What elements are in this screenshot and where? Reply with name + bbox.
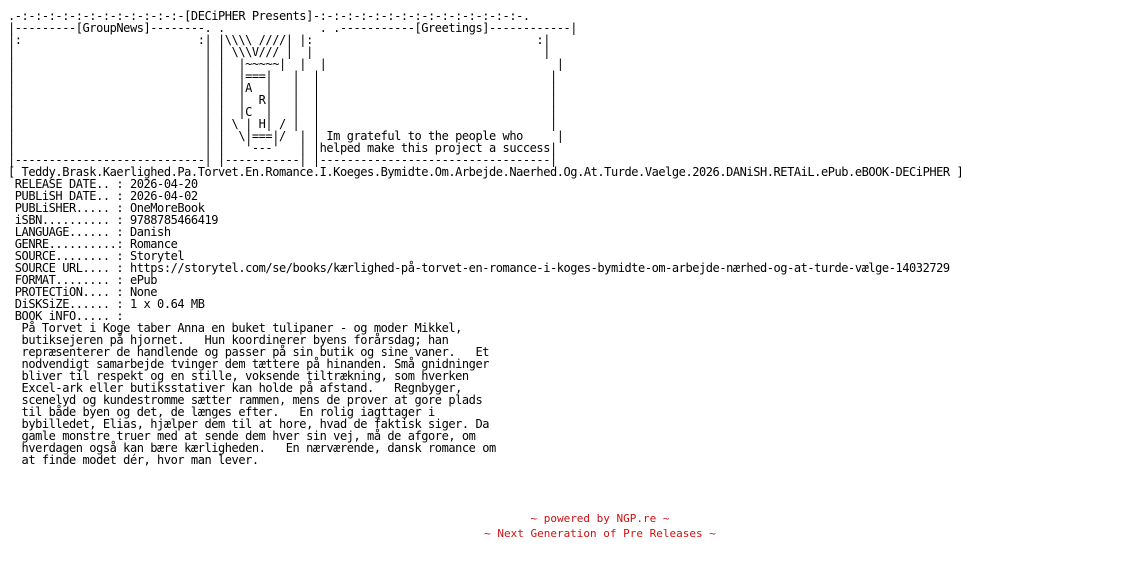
detail-source: SOURCE........ : Storytel	[8, 249, 185, 263]
detail-release-date: RELEASE DATE.. : 2026-04-20	[8, 177, 198, 191]
book-info-line: bliver til respekt og en stille, voksende tiltrækning, som hverken	[8, 369, 469, 383]
book-info-line: På Torvet i Koge taber Anna en buket tulipaner - og moder Mikkel,	[8, 321, 462, 335]
book-info-line: til både byen og det, de længes efter. En rolig iagttager i	[8, 405, 435, 419]
header-line: | | | |===| | | |	[8, 69, 557, 83]
book-info-line: Excel-ark eller butiksstativer kan holde på afstand. Regnbyger,	[8, 381, 462, 395]
header-line: |---------[GroupNews]--------. . . .-----------[Greetings]------------|	[8, 21, 578, 35]
detail-source-url: SOURCE URL.... : https://storytel.com/se/books/kærlighed-på-torvet-en-romance-i-koges-bymidte-om-arbejde-nærhed-og-at-turde-vælge-14032729	[8, 261, 950, 275]
header-line: | | | \\\V/// | | |	[8, 45, 550, 59]
book-info-line: scenelyd og kundestromme sætter rammen, mens de prover at gore plads	[8, 393, 483, 407]
book-info-line: hverdagen også kan bære kærligheden. En nærværende, dansk romance om	[8, 441, 496, 455]
header-line: | | | |A | | | |	[8, 81, 557, 95]
header-line: |: :| |\\\\ ////| |: :|	[8, 33, 550, 47]
detail-isbn: iSBN.......... : 9788785466419	[8, 213, 219, 227]
book-info-line: bybilledet, Elias, hjælper dem til at hore, hvad de faktisk siger. Da	[8, 417, 489, 431]
book-info-line: at finde modet dér, hvor man lever.	[8, 453, 259, 467]
book-info-line: gamle monstre truer med at sende dem hver sin vej, må de afgore, om	[8, 429, 476, 443]
header-line: |----------------------------| |-----------| |----------------------------------|	[8, 153, 557, 167]
book-info-line: nodvendigt samarbejde tvinger dem tættere på hinanden. Små gnidninger	[8, 357, 489, 371]
detail-disksize: DiSKSiZE...... : 1 x 0.64 MB	[8, 297, 205, 311]
header-line: | | | \|===|/ | | Im grateful to the people who |	[8, 129, 564, 143]
detail-book-info-label: BOOK iNFO..... :	[8, 309, 124, 323]
powered-by-text: ~ powered by NGP.re ~	[530, 512, 670, 525]
release-name: [ Teddy.Brask.Kaerlighed.Pa.Torvet.En.Romance.I.Koeges.Bymidte.Om.Arbejde.Naerhed.Og.At.Turde.Vaelge.2026.DANiSH.RETAiL.ePub.eBOOK-DECiPHER ]	[8, 165, 964, 179]
tagline-text: ~ Next Generation of Pre Releases ~	[484, 527, 716, 540]
detail-publish-date: PUBLiSH DATE.. : 2026-04-02	[8, 189, 198, 203]
header-line: | | | |C | | | |	[8, 105, 557, 119]
book-info-line: butiksejeren på hjornet. Hun koordinerer byens forårsdag; han	[8, 333, 449, 347]
footer	[0, 511, 1144, 541]
header-line: | | | | R| | | |	[8, 93, 557, 107]
header-line: | | | |~~~~~| | | |	[8, 57, 564, 71]
detail-protection: PROTECTiON.... : None	[8, 285, 158, 299]
header-line: .-:-:-:-:-:-:-:-:-:-:-:-:-[DECiPHER Presents]-:-:-:-:-:-:-:-:-:-:-:-:-:-:-:-.	[8, 9, 530, 23]
header-line: | | | '---' | |helped make this project a success|	[8, 141, 557, 155]
nfo-document	[8, 10, 963, 466]
detail-format: FORMAT........ : ePub	[8, 273, 158, 287]
detail-genre: GENRE..........: Romance	[8, 237, 178, 251]
book-info-line: repræsenterer de handlende og passer på sin butik og sine vaner. Et	[8, 345, 489, 359]
detail-language: LANGUAGE...... : Danish	[8, 225, 171, 239]
header-line: | | | \ | H| / | | |	[8, 117, 557, 131]
detail-publisher: PUBLiSHER..... : OneMoreBook	[8, 201, 205, 215]
